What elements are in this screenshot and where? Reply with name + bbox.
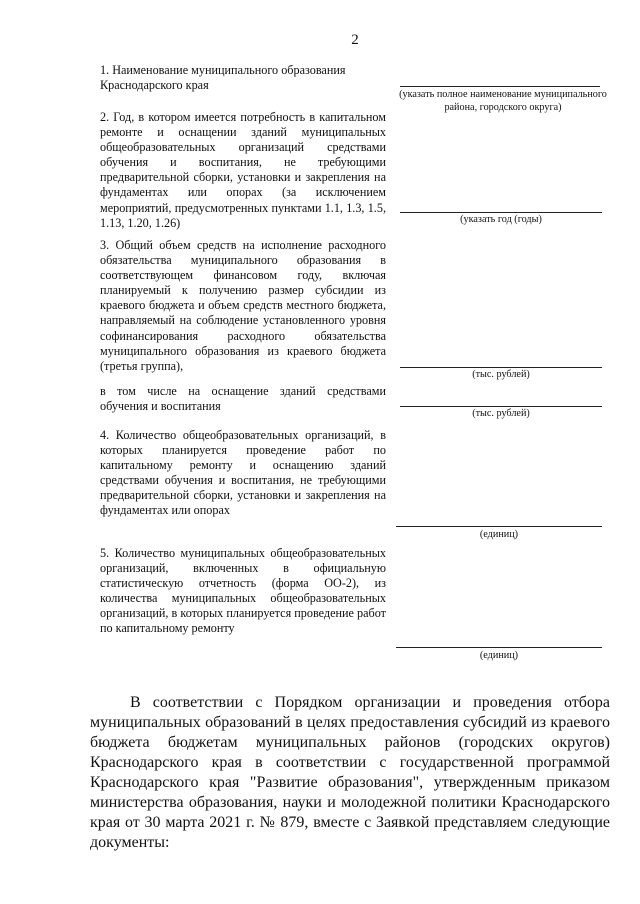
field-3-hint: (тыс. рублей) (472, 369, 530, 380)
field-1-hint: (указать полное наименование муниципального района, городского округа) (399, 89, 607, 113)
field-1-input-line[interactable] (400, 86, 600, 87)
body-paragraph: В соответствии с Порядком организации и проведения отбора муниципальных образований в целях предоставления субсидий из краевого бюджета бюджетам муниципальных районов (городских округов) Краснодарского края в соответствии с государственной программой Краснодарского края "Развитие образования", утвержденным приказом министерства образования, науки и молодежной политики Краснодарского края от 30 марта 2021 г. № 879, вместе с Заявкой представляем следующие документы: (90, 694, 610, 851)
field-3-input-line[interactable] (400, 367, 602, 368)
field-3-label: 3. Общий объем средств на исполнение расходного обязательства муниципального образования в соответствующем финансовом году, включая планируемый к получению размер субсидии из краевого бюджета и объем средств местного бюджета, направляемый на соблюдение установленного уровня софинансирования расходного обязательства муниципального образования из краевого бюджета (третья группа), (100, 238, 386, 373)
field-3a-input-line[interactable] (400, 406, 602, 407)
field-5-label: 5. Количество муниципальных общеобразовательных организаций, включенных в официальную статистическую отчетность (форма ОО-2), из количества муниципальных общеобразовательных организаций, в которых планируется проведение работ по капитальному ремонту (100, 546, 386, 636)
field-2-label: 2. Год, в котором имеется потребность в капитальном ремонте и оснащении зданий муниципальных общеобразовательных организаций средствами обучения и воспитания, не требующими предварительной сборки, установки и закрепления на фундаментах или опорах (за исключением мероприятий, предусмотренных пунктами 1.1, 1.3, 1.5, 1.13, 1.20, 1.26) (100, 110, 386, 230)
field-2-hint: (указать год (годы) (460, 214, 542, 225)
field-3a-hint: (тыс. рублей) (472, 408, 530, 419)
page-number: 2 (351, 32, 359, 48)
field-4-hint: (единиц) (479, 529, 519, 540)
field-3a-label: в том числе на оснащение зданий средствами обучения и воспитания (100, 384, 386, 414)
field-5-hint: (единиц) (479, 650, 519, 661)
field-4-label: 4. Количество общеобразовательных организаций, в которых планируется проведение работ по капитальному ремонту и оснащению зданий средствами обучения и воспитания, не требующими предварительной сборки, установки и закрепления на фундаментах или опорах (100, 428, 386, 518)
field-1-label: 1. Наименование муниципального образования Краснодарского края (100, 63, 346, 93)
field-5-input-line[interactable] (396, 647, 602, 648)
field-4-input-line[interactable] (396, 526, 602, 527)
field-2-input-line[interactable] (400, 212, 602, 213)
